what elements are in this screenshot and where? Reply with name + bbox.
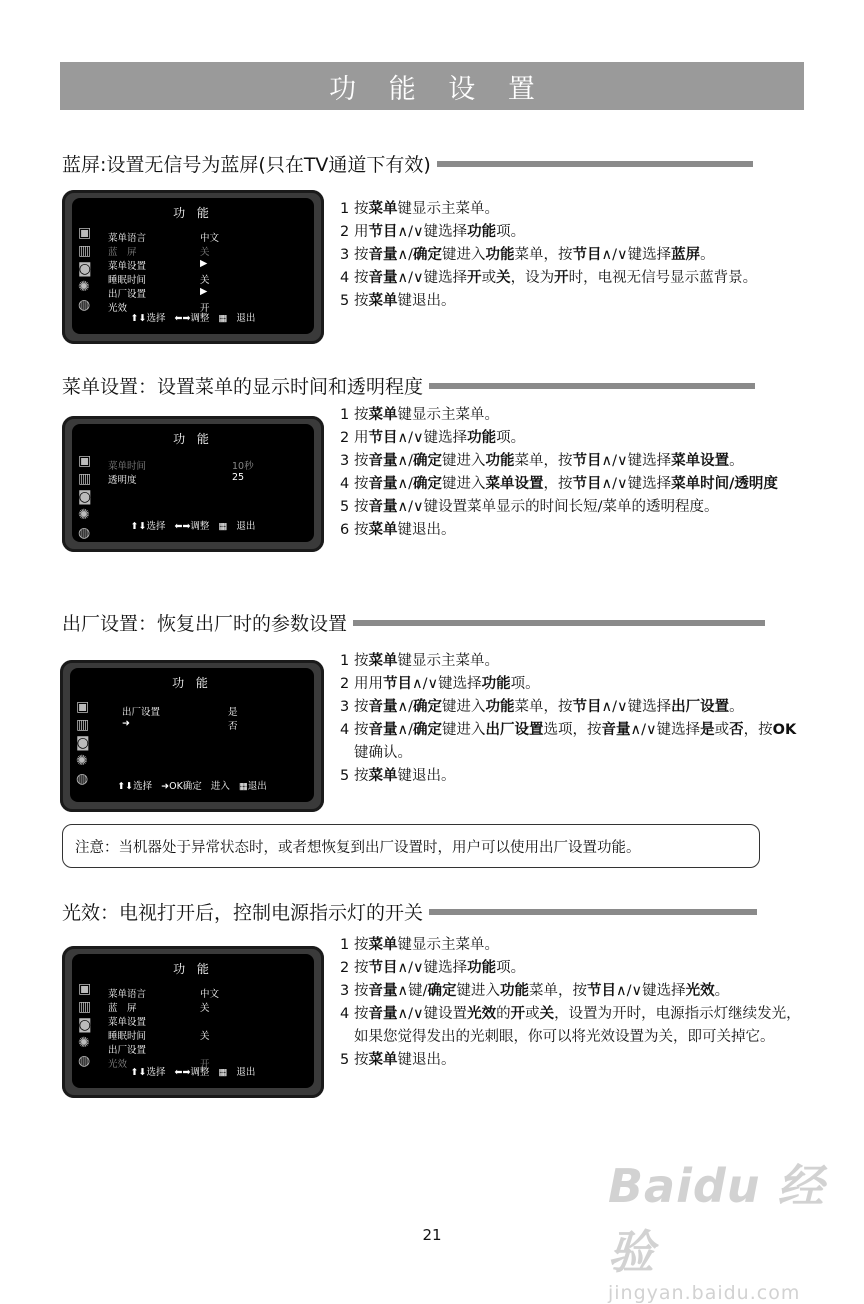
- step-number: 1: [340, 937, 350, 953]
- osd-menu-icon: ▥: [76, 717, 90, 733]
- osd-item-label: 蓝 屏: [108, 1003, 137, 1014]
- osd-title: 功 能: [172, 676, 212, 690]
- page-title-banner: [60, 62, 804, 110]
- osd-menu-icon: ✺: [78, 507, 90, 523]
- osd-menu-icon: ▥: [78, 243, 92, 259]
- step-text: 按菜单键显示主菜单。: [354, 201, 499, 217]
- heading-rule: [429, 383, 755, 389]
- tv-osd-screenshot: [62, 190, 324, 344]
- step-text: 按菜单键退出。: [354, 768, 456, 784]
- osd-menu-icon: ✺: [78, 1035, 90, 1051]
- step-item: [340, 198, 810, 221]
- osd-screen: [72, 954, 314, 1088]
- osd-menu-icon: ◍: [76, 771, 89, 787]
- step-list: [340, 404, 810, 542]
- step-text: 按音量∧/∨键设置菜单显示的时间长短/菜单的透明程度。: [354, 499, 719, 515]
- step-item: [340, 650, 810, 673]
- step-number: 2: [340, 430, 350, 446]
- step-number: 2: [340, 960, 350, 976]
- osd-item-label: 菜单设置: [108, 1017, 147, 1028]
- osd-item-value: 关: [200, 1031, 210, 1042]
- step-item: [340, 957, 810, 980]
- step-text: 按菜单键显示主菜单。: [354, 407, 499, 423]
- osd-item-label: 菜单设置: [108, 261, 147, 272]
- osd-screen: [70, 668, 314, 802]
- step-list: [340, 934, 810, 1072]
- osd-menu-icon: ◍: [78, 1053, 91, 1069]
- step-text: 按音量∧/确定键进入出厂设置选项，按音量∧/∨键选择是或否，按OK键确认。: [354, 722, 797, 761]
- step-text: 按音量∧/∨键选择开或关，设为开时，电视无信号显示蓝背景。: [354, 270, 758, 286]
- watermark-url: jingyan.baidu.com: [608, 1282, 801, 1304]
- osd-item-value: 开: [200, 1059, 210, 1070]
- watermark-logo: Baidu 经验: [608, 1159, 825, 1279]
- section-heading: [62, 150, 753, 177]
- step-number: 5: [340, 1052, 350, 1068]
- step-item: [340, 244, 810, 267]
- osd-item-label: 睡眠时间: [108, 275, 147, 286]
- step-number: 3: [340, 699, 350, 715]
- osd-title: 功 能: [173, 206, 213, 220]
- step-number: 4: [340, 476, 350, 492]
- step-number: 1: [340, 201, 350, 217]
- osd-item-value: 中文: [200, 989, 220, 1000]
- osd-menu-icon: ▣: [78, 225, 92, 241]
- step-item: [340, 427, 810, 450]
- step-number: 5: [340, 768, 350, 784]
- osd-menu-icon: ◙: [78, 1017, 92, 1033]
- osd-item-label: 睡眠时间: [108, 1031, 147, 1042]
- tv-osd-screenshot: [62, 416, 324, 552]
- step-item: [340, 290, 810, 313]
- osd-item-value: 关: [200, 247, 210, 258]
- page-title: 功 能 设 置: [329, 73, 547, 105]
- step-item: [340, 765, 810, 788]
- osd-icon-column: [78, 980, 104, 1070]
- osd-item-label: 光效: [108, 1059, 128, 1070]
- osd-footer: ⬆⬇选择 ⬅➡调整 ▦ 退出: [130, 313, 256, 324]
- osd-screen: [72, 198, 314, 334]
- osd-menu-icon: ✺: [78, 279, 90, 295]
- section-heading: [62, 898, 757, 925]
- step-number: 5: [340, 499, 350, 515]
- osd-footer: ⬆⬇选择 ⬅➡调整 ▦ 退出: [130, 521, 256, 532]
- section-heading-text: 出厂设置：恢复出厂时的参数设置: [62, 613, 348, 635]
- note-text: 注意：当机器处于异常状态时，或者想恢复到出厂设置时，用户可以使用出厂设置功能。: [75, 839, 641, 856]
- osd-footer: ⬆⬇选择 ➜OK确定 进入 ▦退出: [117, 781, 267, 792]
- osd-icon-column: [78, 224, 104, 314]
- osd-title: 功 能: [173, 962, 213, 976]
- osd-menu-icon: ▥: [78, 999, 92, 1015]
- step-item: [340, 450, 810, 473]
- osd-menu-icon: ▣: [78, 453, 92, 469]
- osd-item-label: 蓝 屏: [108, 247, 137, 258]
- step-text: 用节目∧/∨键选择功能项。: [354, 430, 526, 446]
- osd-item-value: ▶: [200, 286, 208, 297]
- step-text: 按音量∧键/确定键进入功能菜单，按节目∧/∨键选择光效。: [354, 983, 730, 999]
- osd-menu-icon: ◙: [78, 489, 92, 505]
- step-item: [340, 1003, 810, 1049]
- step-item: [340, 934, 810, 957]
- step-text: 按菜单键退出。: [354, 522, 456, 538]
- section-heading: [62, 609, 765, 636]
- step-number: 6: [340, 522, 350, 538]
- osd-item-label: 菜单语言: [108, 989, 147, 1000]
- step-text: 用用节目∧/∨键选择功能项。: [354, 676, 540, 692]
- step-number: 1: [340, 653, 350, 669]
- step-number: 2: [340, 676, 350, 692]
- watermark: [608, 1150, 828, 1304]
- osd-item-label: 透明度: [108, 475, 137, 486]
- osd-item-value: 关: [200, 1003, 210, 1014]
- step-number: 4: [340, 722, 350, 738]
- step-number: 2: [340, 224, 350, 240]
- osd-item-value: 10秒: [232, 461, 254, 472]
- osd-icon-column: [76, 698, 102, 788]
- step-item: [340, 980, 810, 1003]
- note-box: [62, 824, 760, 868]
- osd-menu-icon: ✺: [76, 753, 88, 769]
- section-heading: [62, 372, 755, 399]
- step-item: [340, 519, 810, 542]
- step-item: [340, 267, 810, 290]
- step-number: 3: [340, 453, 350, 469]
- step-number: 3: [340, 983, 350, 999]
- step-item: [340, 719, 810, 765]
- step-number: 4: [340, 270, 350, 286]
- osd-menu-icon: ▥: [78, 471, 92, 487]
- osd-title: 功 能: [173, 432, 213, 446]
- osd-item-value: 否: [228, 721, 238, 732]
- osd-item-label: 光效: [108, 303, 128, 314]
- osd-item-value: 开: [200, 303, 210, 314]
- heading-rule: [437, 161, 753, 167]
- step-item: [340, 221, 810, 244]
- step-text: 按音量∧/确定键进入菜单设置，按节目∧/∨键选择菜单时间/透明度: [354, 476, 778, 492]
- step-text: 按节目∧/∨键选择功能项。: [354, 960, 526, 976]
- tv-osd-screenshot: [60, 660, 324, 812]
- step-item: [340, 404, 810, 427]
- step-item: [340, 696, 810, 719]
- osd-menu-icon: ◍: [78, 297, 91, 313]
- page-number: 21: [422, 1226, 442, 1244]
- osd-item-label: 菜单时间: [108, 461, 147, 472]
- step-list: [340, 198, 810, 313]
- step-number: 4: [340, 1006, 350, 1022]
- step-text: 按菜单键退出。: [354, 1052, 456, 1068]
- section-heading-text: 蓝屏:设置无信号为蓝屏(只在TV通道下有效): [62, 154, 431, 176]
- step-item: [340, 1049, 810, 1072]
- step-number: 1: [340, 407, 350, 423]
- section-heading-text: 光效：电视打开后，控制电源指示灯的开关: [62, 902, 424, 924]
- step-text: 按音量∧/∨键设置光效的开或关，设置为开时，电源指示灯继续发光，如果您觉得发出的光刺眼，你可以将光效设置为关，即可关掉它。: [354, 1006, 801, 1045]
- osd-item-label: 出厂设置: [108, 289, 147, 300]
- osd-menu-icon: ◙: [78, 261, 92, 277]
- osd-item-value: 是: [228, 707, 238, 718]
- step-text: 按音量∧/确定键进入功能菜单，按节目∧/∨键选择出厂设置。: [354, 699, 744, 715]
- step-item: [340, 496, 810, 519]
- section-heading-text: 菜单设置：设置菜单的显示时间和透明程度: [62, 376, 424, 398]
- step-text: 用节目∧/∨键选择功能项。: [354, 224, 526, 240]
- osd-screen: [72, 424, 314, 542]
- heading-rule: [429, 909, 757, 915]
- osd-item-label: ➜: [122, 718, 130, 729]
- heading-rule: [353, 620, 765, 626]
- step-item: [340, 473, 810, 496]
- osd-footer: ⬆⬇选择 ⬅➡调整 ▦ 退出: [130, 1067, 256, 1078]
- step-item: [340, 673, 810, 696]
- tv-osd-screenshot: [62, 946, 324, 1098]
- osd-menu-icon: ◙: [76, 735, 90, 751]
- osd-item-label: 菜单语言: [108, 233, 147, 244]
- step-text: 按菜单键退出。: [354, 293, 456, 309]
- step-text: 按菜单键显示主菜单。: [354, 937, 499, 953]
- osd-item-value: ▶: [200, 258, 208, 269]
- osd-item-label: 出厂设置: [108, 1045, 147, 1056]
- step-number: 3: [340, 247, 350, 263]
- step-list: [340, 650, 810, 788]
- osd-menu-icon: ◍: [78, 525, 91, 541]
- step-text: 按菜单键显示主菜单。: [354, 653, 499, 669]
- osd-menu-icon: ▣: [76, 699, 90, 715]
- osd-menu-icon: ▣: [78, 981, 92, 997]
- osd-item-value: 中文: [200, 233, 220, 244]
- osd-item-value: 25: [232, 472, 245, 483]
- step-number: 5: [340, 293, 350, 309]
- osd-item-label: 出厂设置: [122, 707, 161, 718]
- step-text: 按音量∧/确定键进入功能菜单，按节目∧/∨键选择蓝屏。: [354, 247, 715, 263]
- step-text: 按音量∧/确定键进入功能菜单，按节目∧/∨键选择菜单设置。: [354, 453, 744, 469]
- osd-item-value: 关: [200, 275, 210, 286]
